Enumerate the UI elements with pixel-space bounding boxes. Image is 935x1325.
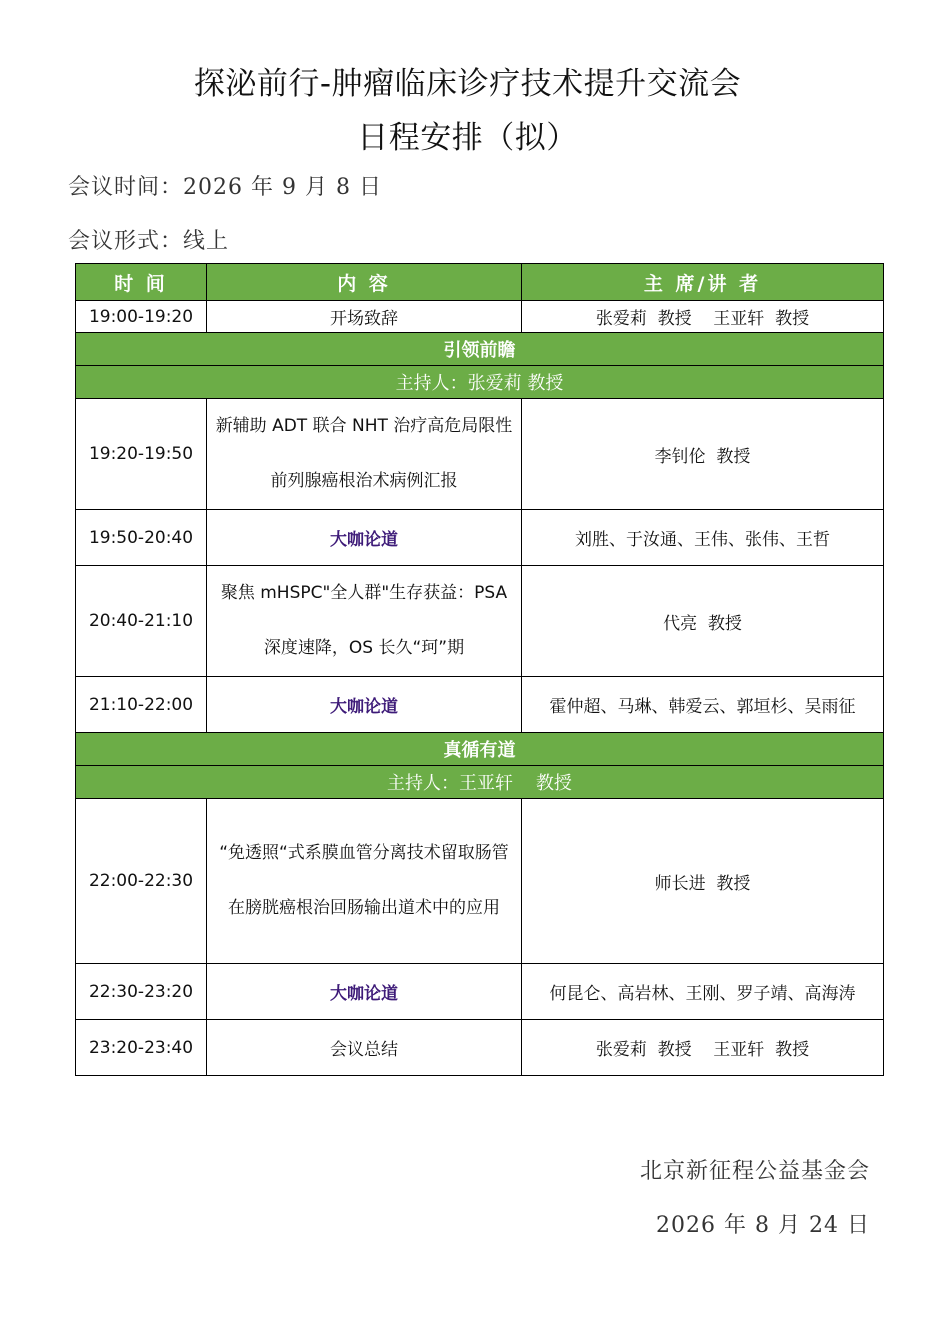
content-cell: 聚焦 mHSPC"全人群"生存获益：PSA 深度速降，OS 长久“珂”期: [207, 566, 522, 677]
section-host: 主持人：张爱莉 教授: [76, 366, 884, 399]
content-cell: 大咖论道: [207, 510, 522, 566]
speaker-cell: 张爱莉 教授 王亚轩 教授: [522, 1020, 884, 1076]
time-cell: 23:20-23:40: [76, 1020, 207, 1076]
table-header-row: [76, 264, 884, 301]
section-row: [76, 333, 884, 366]
table-row: [76, 566, 884, 677]
section-row: [76, 733, 884, 766]
header-time: 时 间: [76, 264, 207, 301]
section-host: 主持人：王亚轩 教授: [76, 766, 884, 799]
header-content: 内 容: [207, 264, 522, 301]
content-cell: “免透照“式系膜血管分离技术留取肠管在膀胱癌根治回肠输出道术中的应用: [207, 799, 522, 964]
time-cell: 19:50-20:40: [76, 510, 207, 566]
document-subtitle: 日程安排（拟）: [357, 120, 578, 156]
section-title: 引领前瞻: [76, 333, 884, 366]
speaker-cell: 何昆仑、高岩林、王刚、罗子靖、高海涛: [522, 964, 884, 1020]
table-row: [76, 301, 884, 333]
table-row: [76, 677, 884, 733]
speaker-cell: 张爱莉 教授 王亚轩 教授: [522, 301, 884, 333]
speaker-cell: 李钊伦 教授: [522, 399, 884, 510]
time-cell: 19:00-19:20: [76, 301, 207, 333]
document-title: 探泌前行-肿瘤临床诊疗技术提升交流会: [193, 66, 742, 102]
content-cell: 大咖论道: [207, 964, 522, 1020]
header-speaker: 主 席/讲 者: [522, 264, 884, 301]
content-cell: 会议总结: [207, 1020, 522, 1076]
table-row: [76, 799, 884, 964]
meeting-time: 会议时间：2026 年 9 月 8 日: [68, 175, 382, 200]
time-cell: 22:30-23:20: [76, 964, 207, 1020]
speaker-cell: 刘胜、于汝通、王伟、张伟、王哲: [522, 510, 884, 566]
table-row: [76, 399, 884, 510]
content-cell: 大咖论道: [207, 677, 522, 733]
time-cell: 22:00-22:30: [76, 799, 207, 964]
table-row: [76, 1020, 884, 1076]
section-title: 真循有道: [76, 733, 884, 766]
organizer-name: 北京新征程公益基金会: [639, 1159, 870, 1184]
schedule-table: [75, 263, 884, 1076]
speaker-cell: 代亮 教授: [522, 566, 884, 677]
speaker-cell: 霍仲超、马琳、韩爱云、郭垣杉、吴雨征: [522, 677, 884, 733]
table-row: [76, 964, 884, 1020]
issue-date: 2026 年 8 月 24 日: [656, 1213, 870, 1238]
time-cell: 19:20-19:50: [76, 399, 207, 510]
host-row: [76, 366, 884, 399]
host-row: [76, 766, 884, 799]
time-cell: 21:10-22:00: [76, 677, 207, 733]
content-cell: 新辅助 ADT 联合 NHT 治疗高危局限性前列腺癌根治术病例汇报: [207, 399, 522, 510]
meeting-format: 会议形式：线上: [68, 229, 230, 254]
speaker-cell: 师长进 教授: [522, 799, 884, 964]
time-cell: 20:40-21:10: [76, 566, 207, 677]
content-cell: 开场致辞: [207, 301, 522, 333]
table-row: [76, 510, 884, 566]
